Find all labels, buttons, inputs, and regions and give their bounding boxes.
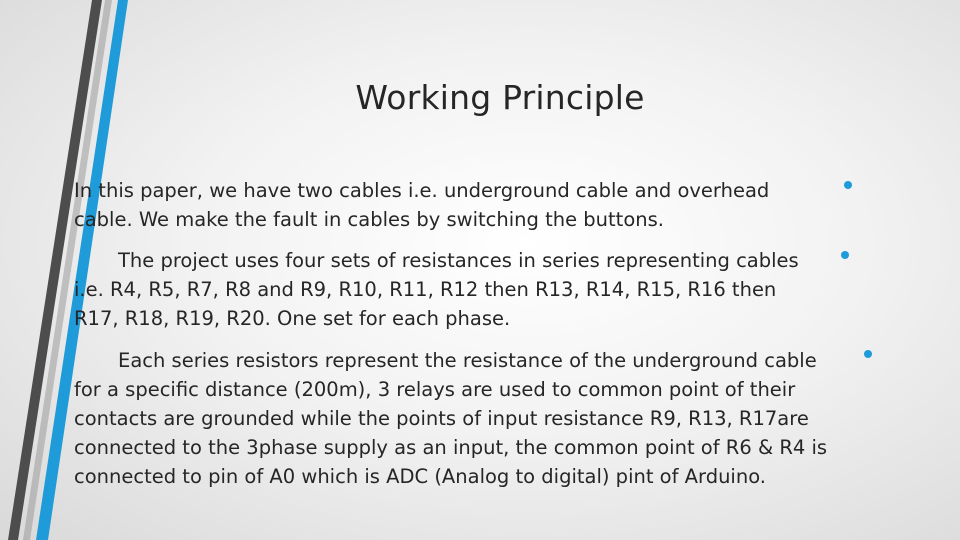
bullet-text: Each series resistors represent the resistance of the underground cable for a specific distance (200m), 3 relays are used to common point of their contacts are grounded while the points of input resistance R9, R13, R17are connected to the 3phase supply as an input, the common point of R6 & R4 is connected to pin of A0 which is ADC (Analog to digital) pint of Arduino. (74, 349, 828, 488)
bullet-text: The project uses four sets of resistances in series representing cables i.e. R4, R5, R7, R8 and R9, R10, R11, R12 then R13, R14, R15, R16 then R17, R18, R19, R20. One set for each phase. (74, 249, 799, 330)
bullet-dot-icon (864, 350, 872, 358)
bullet-item (74, 246, 844, 333)
bullet-dot-icon (844, 181, 852, 189)
bullet-item (74, 176, 854, 234)
bullet-text: In this paper, we have two cables i.e. underground cable and overhead cable. We make the fault in cables by switching the buttons. (74, 179, 770, 231)
slide-title: Working Principle (355, 78, 645, 117)
bullet-dot-icon (841, 251, 849, 259)
bullet-item (74, 346, 869, 491)
bullet-list (74, 176, 864, 491)
